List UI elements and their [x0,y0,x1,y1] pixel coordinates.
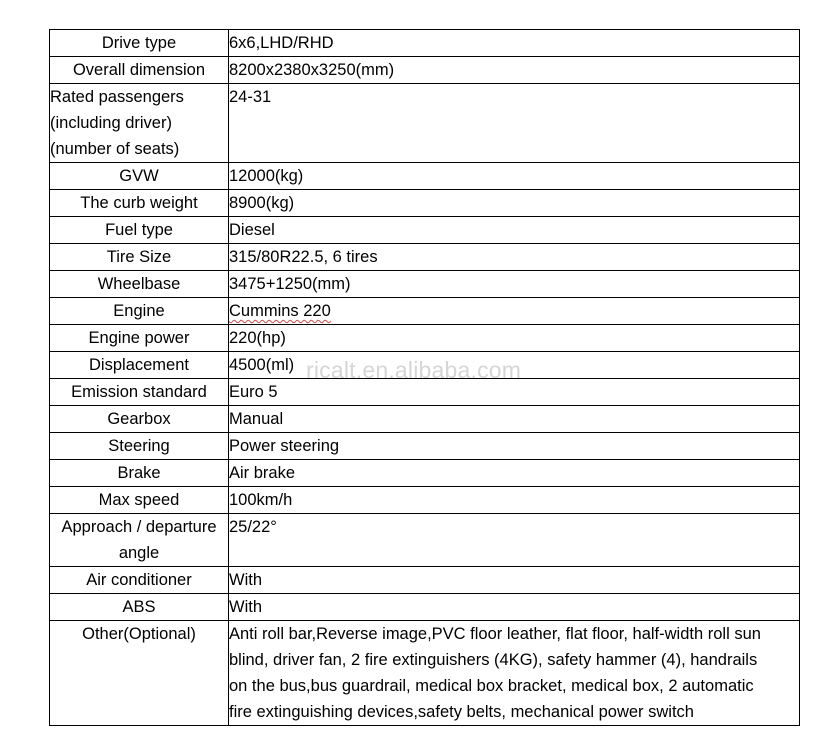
spec-row-abs [50,594,800,621]
spec-value: 12000(kg) [229,163,800,190]
spec-value: Diesel [229,217,800,244]
spec-row-rated-passengers [50,84,800,163]
spec-row-drive-type [50,30,800,57]
spec-label: Steering [50,433,229,460]
spec-value-text: Cummins 220 [229,302,331,320]
spec-label: Wheelbase [50,271,229,298]
spec-label: The curb weight [50,190,229,217]
spec-row-fuel-type [50,217,800,244]
spec-label-line: (including driver) [50,114,172,132]
spec-value: 220(hp) [229,325,800,352]
spec-row-air-conditioner [50,567,800,594]
spec-row-wheelbase [50,271,800,298]
spec-value-line: fire extinguishing devices,safety belts, mechanical power switch [229,703,694,721]
spec-value: With [229,594,800,621]
spec-value: Euro 5 [229,379,800,406]
spec-label: Engine [50,298,229,325]
spec-label-line: (number of seats) [50,140,180,158]
spec-label: Engine power [50,325,229,352]
spec-row-gvw [50,163,800,190]
spec-row-approach-departure [50,514,800,567]
spec-label: ABS [50,594,229,621]
spec-row-displacement [50,352,800,379]
spec-label-line: Approach / departure [61,518,217,536]
spec-value: 24-31 [229,84,800,163]
spec-value-line: Anti roll bar,Reverse image,PVC floor leather, flat floor, half-width roll sun [229,625,761,643]
spec-table [49,29,800,726]
spec-label [50,514,229,567]
spec-label-line: Rated passengers [50,88,184,106]
spec-value: With [229,567,800,594]
spec-row-gearbox [50,406,800,433]
spec-row-other-optional [50,621,800,726]
spec-label: Gearbox [50,406,229,433]
spec-label: Air conditioner [50,567,229,594]
spec-row-curb-weight [50,190,800,217]
spec-label: Max speed [50,487,229,514]
spec-row-brake [50,460,800,487]
spec-row-overall-dimension [50,57,800,84]
spec-value: 8200x2380x3250(mm) [229,57,800,84]
spec-value [229,621,800,726]
spec-value: 6x6,LHD/RHD [229,30,800,57]
spec-row-tire-size [50,244,800,271]
spec-row-steering [50,433,800,460]
spec-label: Displacement [50,352,229,379]
spec-row-engine-power [50,325,800,352]
spec-value-line: on the bus,bus guardrail, medical box bracket, medical box, 2 automatic [229,677,754,695]
spec-value: Air brake [229,460,800,487]
spec-label: Tire Size [50,244,229,271]
spec-label: Drive type [50,30,229,57]
spec-value: 4500(ml) [229,352,800,379]
spec-value: 315/80R22.5, 6 tires [229,244,800,271]
spec-label-line: angle [118,544,160,562]
spec-row-max-speed [50,487,800,514]
spec-value: 3475+1250(mm) [229,271,800,298]
spec-label: Emission standard [50,379,229,406]
spec-label: GVW [50,163,229,190]
spec-row-engine [50,298,800,325]
spec-value: Power steering [229,433,800,460]
spec-value-line: blind, driver fan, 2 fire extinguishers (4KG), safety hammer (4), handrails [229,651,758,669]
spec-label: Brake [50,460,229,487]
watermark-text: ricalt.en.alibaba.com [306,357,522,383]
spec-value: 25/22° [229,514,800,567]
spec-value: 100km/h [229,487,800,514]
spec-label: Fuel type [50,217,229,244]
spec-row-emission-standard [50,379,800,406]
spec-label: Overall dimension [50,57,229,84]
spec-value: Manual [229,406,800,433]
spec-value: 8900(kg) [229,190,800,217]
spec-value [229,298,800,325]
spec-label: Other(Optional) [50,621,229,726]
spec-label [50,84,229,163]
